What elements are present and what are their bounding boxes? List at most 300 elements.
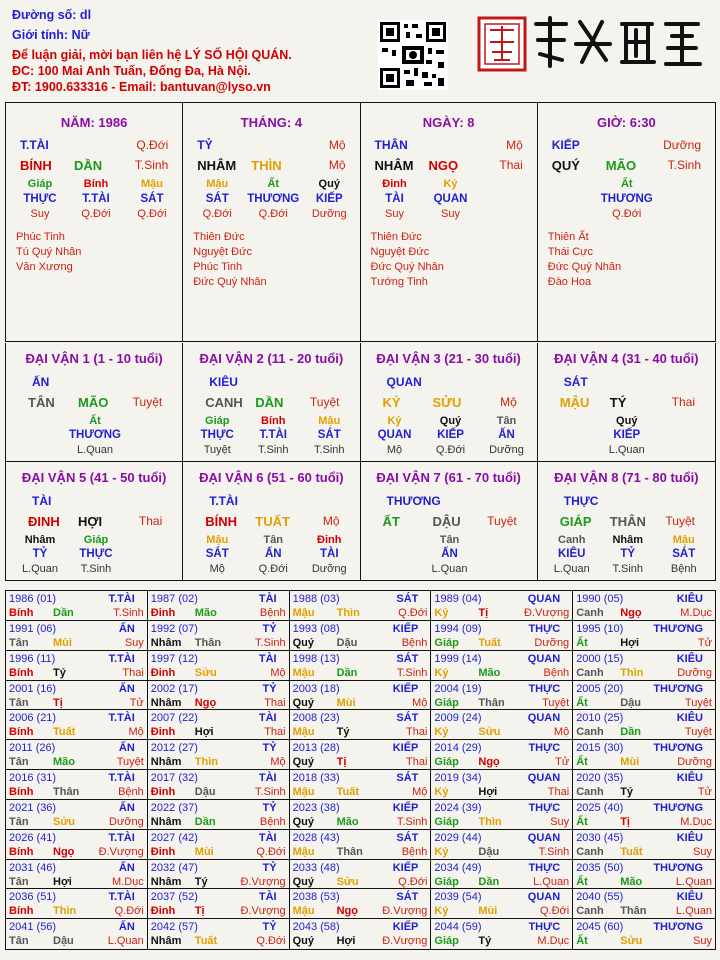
earthly-branch: MÃO bbox=[605, 158, 637, 173]
year-cell bbox=[6, 591, 148, 621]
year-branch: Ngọ bbox=[194, 696, 217, 709]
dv-hidden-stem: Tân bbox=[439, 533, 460, 546]
hidden-stage: Suy bbox=[441, 208, 460, 220]
year-cell bbox=[431, 740, 573, 770]
year-cell bbox=[573, 889, 715, 919]
year-god: THƯƠNG bbox=[653, 861, 703, 874]
year-label: 1991 (06) bbox=[9, 622, 57, 635]
year-stage: M.Dục bbox=[537, 935, 570, 948]
year-stem: Giáp bbox=[434, 636, 459, 649]
year-cell bbox=[6, 770, 148, 800]
year-god: TÀI bbox=[258, 652, 277, 665]
star-item: Đức Quý Nhân bbox=[370, 261, 444, 273]
dai-van-title: ĐẠI VẬN 5 (41 - 50 tuổi) bbox=[21, 469, 167, 485]
side-stage: Dưỡng bbox=[663, 138, 701, 152]
year-god: T.TÀI bbox=[108, 652, 135, 665]
year-stage: Q.Đới bbox=[398, 875, 428, 888]
star-item: Tú Quý Nhân bbox=[16, 246, 82, 258]
year-cell bbox=[290, 651, 432, 681]
year-cell bbox=[6, 740, 148, 770]
year-cell bbox=[573, 830, 715, 860]
year-cell bbox=[431, 651, 573, 681]
header bbox=[0, 0, 720, 100]
dv-stage: Thai bbox=[671, 395, 695, 409]
year-label: 2002 (17) bbox=[150, 682, 198, 695]
year-label: 2006 (21) bbox=[9, 712, 57, 725]
year-branch: Mão bbox=[53, 756, 75, 769]
year-cell bbox=[290, 919, 432, 949]
year-branch: Thìn bbox=[53, 905, 77, 918]
hidden-stem: Giáp bbox=[27, 178, 53, 190]
year-label: 2044 (59) bbox=[434, 921, 482, 934]
dv-stage: Tuyệt bbox=[665, 513, 695, 528]
dv-hidden-god: QUAN bbox=[377, 429, 412, 441]
year-branch: Tị bbox=[478, 607, 489, 619]
year-cell bbox=[431, 919, 573, 949]
year-god: KIÊU bbox=[676, 593, 703, 605]
year-label: 2005 (20) bbox=[576, 682, 624, 695]
year-cell bbox=[148, 919, 290, 949]
year-stem: Tân bbox=[9, 875, 29, 888]
year-cell bbox=[148, 681, 290, 711]
year-stage: Suy bbox=[693, 845, 712, 858]
year-cell bbox=[290, 830, 432, 860]
year-stage: M.Dục bbox=[680, 815, 712, 828]
qr-code-icon[interactable] bbox=[378, 20, 448, 90]
dv-hidden-stage: T.Sinh bbox=[612, 562, 644, 575]
year-label: 2036 (51) bbox=[9, 891, 57, 904]
year-cell bbox=[573, 800, 715, 830]
address-text: ĐC: 100 Mai Anh Tuấn, Đống Đa, Hà Nội. bbox=[12, 64, 251, 78]
hidden-stage: Suy bbox=[385, 208, 404, 220]
year-label: 2008 (23) bbox=[292, 712, 340, 725]
year-stage: Tử bbox=[129, 696, 144, 709]
year-branch: Tị bbox=[53, 696, 63, 709]
year-cell bbox=[573, 591, 715, 621]
year-stage: Mộ bbox=[270, 666, 286, 679]
year-branch: Hợi bbox=[53, 875, 72, 888]
year-god: QUAN bbox=[527, 831, 561, 844]
year-god: SÁT bbox=[396, 891, 419, 904]
year-stem: Nhâm bbox=[150, 756, 182, 769]
year-branch: Dần bbox=[478, 875, 500, 888]
side-stage: Q.Đới bbox=[136, 138, 169, 152]
year-cell bbox=[290, 740, 432, 770]
ten-god-label: T.TÀI bbox=[20, 138, 49, 152]
year-stage: Q.Đới bbox=[256, 935, 286, 948]
year-god: THỰC bbox=[528, 742, 561, 755]
year-stem: Đinh bbox=[150, 607, 176, 619]
year-label: 1999 (14) bbox=[434, 652, 482, 665]
dv-hidden-stem: Đinh bbox=[317, 533, 342, 546]
dai-van-title: ĐẠI VẬN 7 (61 - 70 tuổi) bbox=[376, 469, 521, 485]
year-cell bbox=[148, 800, 290, 830]
year-stem: Bính bbox=[9, 845, 34, 858]
year-label: 2038 (53) bbox=[292, 891, 340, 904]
year-cell bbox=[290, 860, 432, 890]
year-god: T.TÀI bbox=[108, 593, 135, 605]
year-branch: Dần bbox=[620, 726, 641, 739]
year-stem: Đinh bbox=[150, 726, 176, 739]
year-stem: Mậu bbox=[292, 607, 315, 619]
hidden-stem: Quý bbox=[318, 178, 340, 190]
year-cell bbox=[290, 591, 432, 621]
year-label: 2010 (25) bbox=[576, 712, 624, 725]
year-branch: Tý bbox=[194, 875, 208, 888]
year-label: 1994 (09) bbox=[434, 622, 482, 635]
year-stage: Tử bbox=[697, 636, 712, 649]
year-stem: Đinh bbox=[150, 666, 176, 679]
dai-van-2 bbox=[183, 343, 360, 462]
year-cell bbox=[431, 889, 573, 919]
year-god: ẤN bbox=[118, 801, 135, 814]
year-cell bbox=[290, 681, 432, 711]
year-branch: Mùi bbox=[194, 845, 214, 858]
year-stem: Kỷ bbox=[434, 786, 449, 798]
year-label: 2004 (19) bbox=[434, 682, 482, 695]
year-cell bbox=[431, 681, 573, 711]
year-label: 2016 (31) bbox=[9, 772, 57, 784]
year-branch: Dần bbox=[194, 815, 216, 828]
year-label: 2013 (28) bbox=[292, 742, 340, 755]
year-god: ẤN bbox=[118, 622, 135, 635]
ten-god-label: TỶ bbox=[197, 138, 213, 152]
dai-van-4 bbox=[538, 343, 715, 462]
year-branch: Thìn bbox=[194, 756, 219, 769]
year-stage: Mộ bbox=[412, 696, 428, 709]
year-branch: Sửu bbox=[478, 726, 501, 739]
year-branch: Hợi bbox=[336, 935, 356, 948]
year-stem: Bính bbox=[9, 905, 34, 918]
year-branch: Ngọ bbox=[53, 845, 75, 858]
year-stage: Bệnh bbox=[259, 815, 286, 828]
year-god: TÀI bbox=[258, 831, 277, 844]
year-stage: Bệnh bbox=[401, 636, 428, 649]
year-stage: Tử bbox=[697, 786, 712, 798]
dv-stem: KỶ bbox=[382, 395, 401, 410]
hidden-stage: Dưỡng bbox=[311, 208, 347, 220]
dv-stage: Thai bbox=[138, 513, 163, 528]
year-god: THỰC bbox=[528, 682, 561, 695]
year-god: TÀI bbox=[258, 772, 277, 784]
year-god: THƯƠNG bbox=[653, 682, 703, 695]
year-cell bbox=[6, 830, 148, 860]
side-stage: Mộ bbox=[506, 138, 523, 152]
dv-hidden-god: ẤN bbox=[441, 547, 458, 560]
year-stem: Mậu bbox=[292, 905, 315, 918]
year-stage: L.Quan bbox=[675, 875, 712, 888]
phone-email-text: ĐT: 1900.633316 - Email: bantuvan@lyso.vn bbox=[12, 80, 271, 94]
year-stage: Bệnh bbox=[118, 786, 144, 798]
dv-hidden-stem: Mậu bbox=[206, 533, 229, 546]
star-item: Thiên Đức bbox=[193, 231, 245, 243]
year-cell bbox=[431, 710, 573, 740]
year-branch: Mùi bbox=[620, 756, 640, 769]
dv-god: SÁT bbox=[563, 375, 588, 389]
dv-hidden-god: SÁT bbox=[317, 429, 341, 441]
hidden-stem: Đinh bbox=[382, 178, 407, 190]
star-item: Nguyệt Đức bbox=[370, 246, 430, 258]
year-stage: Bệnh bbox=[259, 607, 286, 619]
year-stage: Thai bbox=[264, 726, 286, 739]
year-stem: Đinh bbox=[150, 845, 176, 858]
year-stem: Bính bbox=[9, 726, 34, 739]
dv-hidden-stage: L.Quan bbox=[21, 562, 59, 575]
heavenly-stem: QUÝ bbox=[551, 158, 580, 173]
year-branch: Thân bbox=[478, 696, 505, 709]
year-cell bbox=[6, 800, 148, 830]
star-item: Thái Cực bbox=[547, 246, 594, 258]
year-stem: Mậu bbox=[292, 786, 315, 798]
year-cell bbox=[148, 651, 290, 681]
year-branch: Hợi bbox=[620, 636, 640, 649]
year-branch: Dậu bbox=[194, 786, 216, 798]
year-stage: Q.Đới bbox=[256, 845, 286, 858]
dv-hidden-stage: Tuyệt bbox=[203, 444, 231, 456]
year-stage: Tuyệt bbox=[684, 696, 712, 709]
heavenly-stem: BÍNH bbox=[20, 158, 52, 173]
dv-god: QUAN bbox=[386, 375, 422, 389]
year-god: T.TÀI bbox=[108, 831, 135, 844]
year-stage: Mộ bbox=[270, 756, 286, 769]
year-stem: Ất bbox=[576, 815, 588, 828]
year-branch: Thìn bbox=[336, 607, 360, 619]
dv-stem: GIÁP bbox=[559, 513, 592, 529]
year-branch: Hợi bbox=[194, 726, 214, 739]
year-branch: Tý bbox=[53, 666, 66, 679]
year-branch: Tuất bbox=[620, 845, 643, 858]
heavenly-stem: NHÂM bbox=[374, 158, 414, 173]
dv-stage: Mộ bbox=[500, 395, 517, 409]
year-branch: Hợi bbox=[478, 786, 498, 798]
year-stem: Quý bbox=[292, 935, 314, 948]
dv-hidden-god: TÀI bbox=[319, 547, 339, 560]
dv-branch: TUẤT bbox=[255, 513, 290, 529]
year-god: T.TÀI bbox=[108, 712, 135, 725]
year-label: 2000 (15) bbox=[576, 652, 624, 665]
year-god: THƯƠNG bbox=[653, 921, 703, 934]
year-stage: Tử bbox=[555, 756, 570, 769]
year-god: SÁT bbox=[396, 772, 419, 784]
contact-text: Để luận giải, mời bạn liên hệ LÝ SỐ HỘI QUÁN. bbox=[12, 48, 292, 62]
year-cell bbox=[431, 800, 573, 830]
year-label: 2023 (38) bbox=[292, 801, 340, 814]
dv-hidden-stage: T.Sinh bbox=[257, 444, 289, 456]
year-label: 2041 (56) bbox=[9, 921, 57, 934]
dai-van-table bbox=[5, 343, 716, 581]
year-stem: Mậu bbox=[292, 666, 315, 679]
year-stem: Tân bbox=[9, 815, 29, 828]
year-label: 2012 (27) bbox=[150, 742, 198, 755]
year-stem: Canh bbox=[576, 726, 604, 739]
star-item: Đức Quý Nhân bbox=[193, 276, 267, 288]
dv-hidden-stem: Canh bbox=[558, 533, 586, 546]
earthly-branch: DẦN bbox=[74, 158, 103, 173]
year-stage: T.Sinh bbox=[396, 815, 428, 828]
annual-luck-table bbox=[5, 590, 716, 950]
year-label: 2031 (46) bbox=[9, 861, 57, 874]
year-label: 2034 (49) bbox=[434, 861, 482, 874]
year-god: SÁT bbox=[396, 652, 419, 665]
dv-god: KIÊU bbox=[209, 375, 238, 389]
dv-hidden-stage: L.Quan bbox=[431, 562, 468, 575]
year-label: 1993 (08) bbox=[292, 622, 340, 635]
hidden-stage: Q.Đới bbox=[612, 208, 642, 220]
year-god: KIẾP bbox=[392, 682, 419, 695]
year-label: 1992 (07) bbox=[150, 622, 198, 635]
year-label: 2035 (50) bbox=[576, 861, 624, 874]
year-label: 2029 (44) bbox=[434, 831, 482, 844]
year-branch: Dậu bbox=[336, 636, 358, 649]
hidden-god: SÁT bbox=[205, 193, 229, 205]
year-stem: Kỷ bbox=[434, 607, 449, 619]
year-label: 1990 (05) bbox=[576, 593, 624, 605]
year-stem: Đinh bbox=[150, 905, 176, 918]
pillar-title: NĂM: 1986 bbox=[60, 115, 128, 130]
year-label: 2039 (54) bbox=[434, 891, 482, 904]
year-branch: Ngọ bbox=[336, 905, 358, 918]
hidden-god: THỰC bbox=[23, 193, 57, 205]
dv-god: TÀI bbox=[32, 493, 52, 508]
year-cell bbox=[290, 710, 432, 740]
dv-stage: Tuyệt bbox=[309, 395, 340, 409]
year-god: T.TÀI bbox=[108, 891, 135, 904]
year-label: 2017 (32) bbox=[150, 772, 198, 784]
year-god: KIÊU bbox=[676, 831, 703, 844]
road-label: Đường số: dl bbox=[12, 8, 92, 22]
year-god: ẤN bbox=[118, 682, 135, 695]
dai-van-title: ĐẠI VẬN 8 (71 - 80 tuổi) bbox=[554, 469, 699, 485]
year-label: 2042 (57) bbox=[150, 921, 198, 934]
year-god: KIẾP bbox=[392, 742, 419, 755]
year-stem: Bính bbox=[9, 786, 34, 798]
year-branch: Tị bbox=[336, 756, 347, 769]
year-branch: Dậu bbox=[478, 845, 500, 858]
dv-god: ẤN bbox=[32, 375, 50, 389]
year-cell bbox=[148, 860, 290, 890]
year-stage: Đ.Vượng bbox=[240, 875, 286, 888]
year-stage: Đ.Vượng bbox=[382, 905, 428, 918]
branch-stage: T.Sinh bbox=[134, 158, 169, 172]
year-stem: Kỷ bbox=[434, 905, 449, 918]
year-stage: Dưỡng bbox=[677, 756, 712, 769]
year-cell bbox=[6, 651, 148, 681]
dv-hidden-stem: Nhâm bbox=[24, 533, 56, 546]
hidden-stem: Bính bbox=[83, 178, 109, 190]
year-god: THỰC bbox=[528, 861, 561, 874]
year-label: 1988 (03) bbox=[292, 593, 340, 605]
year-stage: T.Sinh bbox=[538, 845, 570, 858]
dv-hidden-god: THƯƠNG bbox=[69, 429, 121, 441]
pillar-title: THÁNG: 4 bbox=[240, 115, 303, 130]
dv-stem: TÂN bbox=[28, 395, 55, 410]
star-item: Tướng Tinh bbox=[370, 276, 428, 288]
year-stage: Tuyệt bbox=[684, 726, 712, 739]
year-branch: Mão bbox=[478, 666, 501, 679]
year-cell bbox=[6, 681, 148, 711]
year-label: 1995 (10) bbox=[576, 622, 624, 635]
year-cell bbox=[148, 770, 290, 800]
year-stem: Giáp bbox=[434, 875, 459, 888]
hidden-god: QUAN bbox=[433, 193, 468, 205]
year-cell bbox=[6, 919, 148, 949]
year-cell bbox=[431, 860, 573, 890]
year-stage: Dưỡng bbox=[109, 815, 144, 828]
hidden-stage: Q.Đới bbox=[202, 208, 232, 220]
year-cell bbox=[148, 621, 290, 651]
year-cell bbox=[148, 889, 290, 919]
year-cell bbox=[573, 681, 715, 711]
year-cell bbox=[573, 860, 715, 890]
year-label: 2018 (33) bbox=[292, 772, 340, 784]
year-stage: Mộ bbox=[128, 726, 144, 739]
year-branch: Sửu bbox=[620, 935, 643, 948]
year-label: 2021 (36) bbox=[9, 801, 57, 814]
year-stem: Quý bbox=[292, 875, 314, 888]
year-stem: Tân bbox=[9, 756, 29, 769]
side-stage: Mộ bbox=[328, 138, 346, 152]
year-label: 2025 (40) bbox=[576, 801, 624, 814]
year-stage: Thai bbox=[405, 726, 428, 739]
heavenly-stem: NHÂM bbox=[197, 158, 237, 173]
dv-branch: DẦN bbox=[255, 395, 284, 410]
year-branch: Thân bbox=[194, 636, 222, 649]
year-branch: Mão bbox=[620, 875, 643, 888]
year-stem: Nhâm bbox=[150, 815, 182, 828]
hidden-god: SÁT bbox=[140, 193, 164, 205]
dai-van-title: ĐẠI VẬN 2 (11 - 20 tuổi) bbox=[199, 351, 344, 366]
year-stage: Thai bbox=[122, 666, 144, 679]
year-god: THƯƠNG bbox=[653, 801, 703, 814]
dv-hidden-stem: Quý bbox=[616, 415, 638, 427]
year-label: 1996 (11) bbox=[9, 652, 56, 665]
dai-van-title: ĐẠI VẬN 4 (31 - 40 tuổi) bbox=[554, 351, 699, 366]
dv-stage: Tuyệt bbox=[132, 395, 163, 409]
hidden-stem: Mậu bbox=[206, 178, 229, 190]
year-god: QUAN bbox=[527, 712, 561, 725]
hidden-god: THƯƠNG bbox=[600, 193, 653, 205]
year-god: THỰC bbox=[528, 921, 561, 934]
dv-stem: ẤT bbox=[382, 513, 400, 529]
year-stem: Mậu bbox=[292, 845, 315, 858]
hidden-stem: Mậu bbox=[141, 178, 163, 190]
dv-stem: ĐINH bbox=[28, 513, 60, 529]
year-stem: Tân bbox=[9, 696, 29, 709]
dv-hidden-stage: L.Quan bbox=[608, 444, 645, 456]
year-stem: Quý bbox=[292, 696, 314, 709]
year-god: TỶ bbox=[262, 921, 277, 934]
dv-god: THƯƠNG bbox=[386, 493, 441, 508]
dv-stage: Tuyệt bbox=[487, 513, 517, 528]
year-stage: Suy bbox=[550, 815, 570, 828]
year-stem: Ất bbox=[576, 875, 588, 888]
year-stage: Tuyệt bbox=[542, 696, 570, 709]
year-label: 2024 (39) bbox=[434, 801, 482, 814]
dv-god: THỰC bbox=[563, 493, 599, 508]
branch-stage: T.Sinh bbox=[667, 158, 701, 172]
hidden-stage: Q.Đới bbox=[81, 208, 111, 220]
year-stage: L.Quan bbox=[107, 935, 144, 948]
year-branch: Thìn bbox=[620, 666, 644, 679]
year-god: TỶ bbox=[262, 801, 277, 814]
year-branch: Dậu bbox=[620, 696, 641, 709]
year-god: SÁT bbox=[396, 712, 419, 725]
year-stage: L.Quan bbox=[533, 875, 570, 888]
year-branch: Tị bbox=[194, 905, 205, 918]
year-cell bbox=[573, 740, 715, 770]
year-stage: M.Dục bbox=[112, 875, 144, 888]
year-cell bbox=[6, 860, 148, 890]
